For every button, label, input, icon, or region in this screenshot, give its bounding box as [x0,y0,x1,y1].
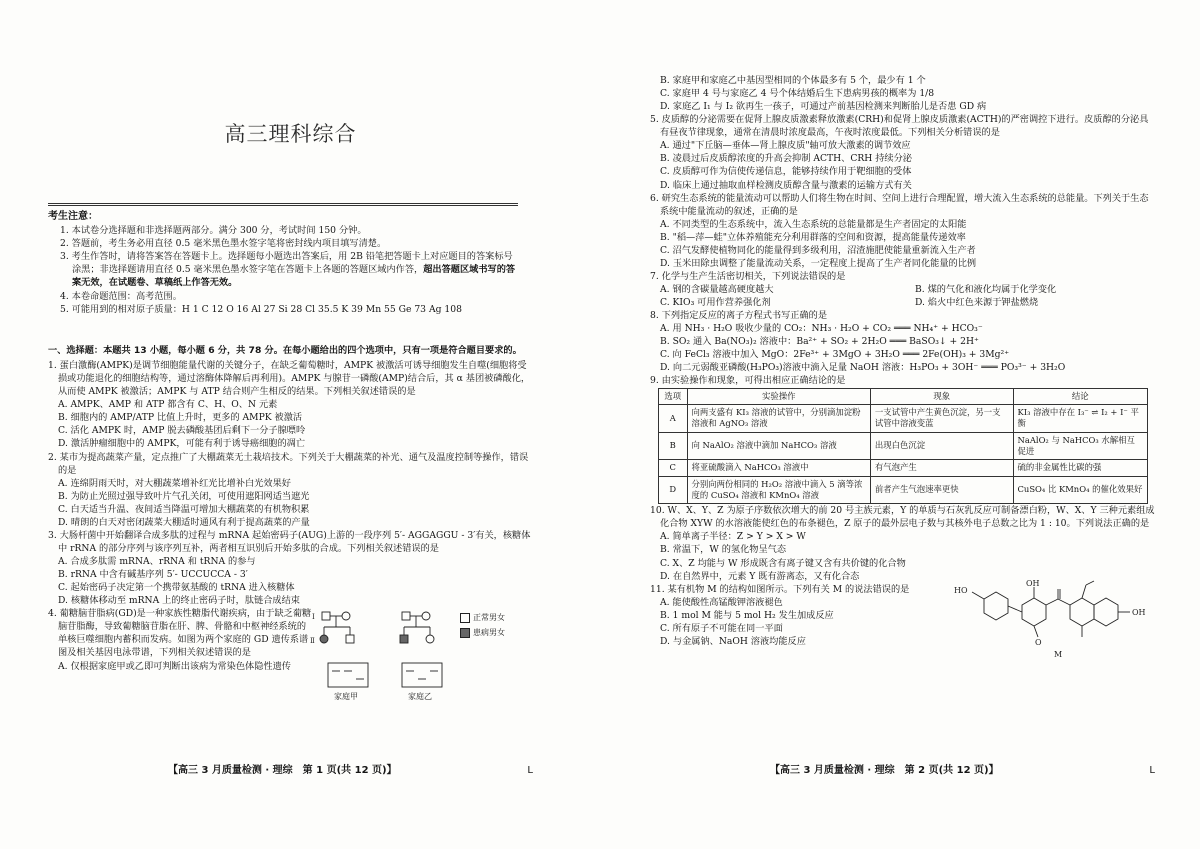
table-cell: 前者产生气泡速率更快 [870,476,1013,504]
option: C. 所有原子不可能在同一平面 [660,622,783,634]
page-title: 高三理科综合 [224,122,357,146]
option: D. 玉米田除虫调整了能量流动关系，一定程度上提高了生产者同化能量的比例 [660,257,977,269]
table-cell: KI₃ 溶液中存在 I₃⁻ ⇌ I₂ + I⁻ 平衡 [1013,404,1147,432]
option: D. 焰火中红色来源于钾盐燃烧 [915,297,1039,309]
table-cell: NaAlO₂ 与 NaHCO₃ 水解相互促进 [1013,432,1147,460]
section-heading: 一、选择题：本题共 13 小题，每小题 6 分，共 78 分。在每小题给出的四个选项中，只有一项是符合题目要求的。 [48,345,522,356]
table-header: 现象 [870,388,1013,404]
right-page [650,0,1155,849]
option: D. 家庭乙 Ⅰ₁ 与 Ⅰ₂ 欲再生一孩子，可通过产前基因检测来判断胎儿是否患 GD 病 [660,101,987,113]
table-cell: 一支试管中产生黄色沉淀，另一支试管中溶液变蓝 [870,404,1013,432]
option: A. 不同类型的生态系统中，流入生态系统的总能量都是生产者固定的太阳能 [660,218,967,230]
option: C. 家庭甲 4 号与家庭乙 4 号个体结婚后生下患病男孩的概率为 1/8 [660,88,935,100]
table-cell: A [659,404,688,432]
option: B. rRNA 中含有碱基序列 5′- UCCUCCA - 3′ [58,569,248,581]
question-11 [650,578,1155,659]
table-header: 实验操作 [687,388,870,404]
question-4-continued [650,74,1155,113]
label-m: M [1054,649,1063,659]
notice-heading: 考生注意： [48,211,98,222]
table-cell: 硫的非金属性比碳的强 [1013,460,1147,476]
table-cell: 出现白色沉淀 [870,432,1013,460]
experiment-table [658,388,1148,505]
questions-left [48,344,533,702]
table-header: 结论 [1013,388,1147,404]
option: A. 连绵阴雨天时，对大棚蔬菜增补红光比增补白光效果好 [58,477,291,489]
question-2 [48,451,533,529]
family-a-label: 家庭甲 [334,692,358,702]
option: B. 家庭甲和家庭乙中基因型相同的个体最多有 5 个，最少有 1 个 [660,75,926,86]
option: C. 皮质醇可作为信使传递信息，能够持续作用于靶细胞的受体 [660,166,912,178]
table-cell: 将亚硫酸滴入 NaHCO₃ 溶液中 [687,460,870,476]
option: B. 细胞内的 AMP/ATP 比值上升时，更多的 AMPK 被激活 [58,412,303,424]
option: C. KIO₃ 可用作营养强化剂 [660,297,771,309]
square-icon [460,613,470,623]
table-row [659,432,1148,460]
option: B. SO₂ 通入 Ba(NO₃)₂ 溶液中：Ba²⁺ + SO₂ + 2H₂O ═══ BaSO₃↓ + 2H⁺ [660,336,979,348]
option: D. 在自然界中，元素 Y 既有游离态，又有化合态 [660,570,860,582]
option: D. 核糖体移动至 mRNA 上的终止密码子时，肽链合成结束 [58,595,300,607]
option-grid [650,283,1155,309]
option: D. 与金属钠、NaOH 溶液均能反应 [660,635,806,647]
option: B. 凌晨过后皮质醇浓度的升高会抑制 ACTH、CRH 持续分泌 [660,153,912,165]
question-stem: 10. W、X、Y、Z 为原子序数依次增大的前 20 号主族元素，Y 的单质与石灰乳反应可制备漂白粉，W、X、Y 三种元素组成化合物 XYW 的水溶液能使红色的布条褪色，Z 原子的最外层电子数与其核外电子总数之比为 1 : 10。下列说法正确的是 [650,505,1155,530]
question-8 [650,309,1155,374]
question-4 [48,607,533,702]
question-stem: 3. 大肠杆菌中开始翻译合成多肽的过程与 mRNA 起始密码子(AUG)上游的一段序列 5′- AGGAGGU - 3′有关，核糖体中 rRNA 的部分序列与该序列互补，两者相互识别后开始多肽的合成。下列相关叙述错误的是 [48,529,531,554]
svg-text:Ⅱ: Ⅱ [310,637,315,646]
footer-page-info: 【高三 3 月质量检测 · 理综 第 1 页(共 12 页)】 [168,765,397,776]
table-header-row [659,388,1148,404]
table-cell: 分别向两份相同的 H₂O₂ 溶液中滴入 5 滴等浓度的 CuSO₄ 溶液和 KMnO₄ 溶液 [687,476,870,504]
table-row [659,404,1148,432]
option: C. 白天适当升温、夜间适当降温可增加大棚蔬菜的有机物积累 [58,503,310,515]
question-10 [650,504,1155,582]
label-ho: HO [954,585,968,595]
table-row [659,460,1148,476]
structure-diagram [950,577,1155,661]
exam-notice [48,210,518,316]
questions-right [650,74,1155,659]
question-1 [48,359,533,450]
svg-text:Ⅰ: Ⅰ [312,613,315,622]
left-page [48,0,533,849]
option: C. 沼气发酵使植物同化的能量得到多级利用，沼渣施肥使能量重新流入生产者 [660,244,976,256]
legend-ill [460,626,505,640]
option: A. 钢的含碳量越高硬度越大 [660,284,774,295]
question-stem: 7. 化学与生产生活密切相关，下列说法错误的是 [650,270,846,282]
table-cell: 有气泡产生 [870,460,1013,476]
option: D. 向二元弱酸亚磷酸(H₃PO₃)溶液中滴入足量 NaOH 溶液：H₃PO₃ + 3OH⁻ ═══ PO₃³⁻ + 3H₂O [660,362,1066,374]
option: C. 活化 AMPK 时，AMP 脱去磷酸基团后剩下一分子腺嘌呤 [58,425,306,437]
table-cell: CuSO₄ 比 KMnO₄ 的催化效果好 [1013,476,1147,504]
legend-ill-label: 患病男女 [473,627,505,637]
question-stem: 2. 某市为提高蔬菜产量，定点推广了大棚蔬菜无土栽培技术。下列关于大棚蔬菜的补光、通气及温度控制等操作，错误的是 [48,451,529,476]
option: B. 1 mol M 能与 5 mol H₂ 发生加成反应 [660,609,834,621]
table-cell: C [659,460,688,476]
question-stem: 4. 葡糖脑苷脂病(GD)是一种家族性糖脂代谢疾病，由于缺乏葡糖脑苷脂酶，导致葡糖脑苷脂在肝、脾、骨骼和中枢神经系统的单核巨噬细胞内蓄积而发病。如图为两个家庭的 GD 遗传系谱图及相关基因电泳带谱，下列相关叙述错误的是 [48,608,312,659]
option: A. 仅根据家庭甲或乙即可判断出该病为常染色体隐性遗传 [58,660,291,672]
option: C. 起始密码子决定第一个携带氨基酸的 tRNA 进入核糖体 [58,582,295,594]
table-header: 选项 [659,388,688,404]
option: B. 煤的气化和液化均属于化学变化 [915,284,1057,295]
notice-item-1: 1. 本试卷分选择题和非选择题两部分。满分 300 分，考试时间 150 分钟。 [60,225,367,237]
option: D. 临床上通过抽取血样检测皮质醇含量与激素的运输方式有关 [660,179,912,191]
option: C. 向 FeCl₃ 溶液中加入 MgO：2Fe³⁺ + 3MgO + 3H₂O ═══ 2Fe(OH)₃ + 3Mg²⁺ [660,349,1010,361]
notice-item-5: 5. 可能用到的相对原子质量：H 1 C 12 O 16 Al 27 Si 28 Cl 35.5 K 39 Mn 55 Ge 73 Ag 108 [60,303,462,315]
question-stem: 1. 蛋白激酶(AMPK)是调节细胞能量代谢的关键分子，在缺乏葡萄糖时，AMPK 被激活可诱导细胞发生自噬(细胞将受损或功能退化的细胞结构等，通过溶酶体降解后再利用)。AMPK 与腺苷一磷酸(AMP)结合后，其 α 基团被磷酸化，从而使 AMPK 被激活；AMPK 与 ATP 结合则产生相反的结果。下列相关叙述错误的是 [48,360,531,398]
option: A. 简单离子半径：Z > Y > X > W [660,531,806,543]
label-o: O [1035,637,1042,647]
table-cell: D [659,476,688,504]
question-7 [650,270,1155,309]
question-stem: 11. 某有机物 M 的结构如图所示。下列有关 M 的说法错误的是 [650,583,910,595]
question-stem: 5. 皮质醇的分泌需要在促肾上腺皮质激素释放激素(CRH)和促肾上腺皮质激素(ACTH)的严密调控下进行。皮质醇的分泌具有昼夜节律现象，通常在清晨时浓度最高，午夜时浓度最低。下列相关分析错误的是 [650,114,1149,139]
option: B. "稻—萍—蛙"立体养殖能充分利用群落的空间和资源，提高能量传递效率 [660,231,966,243]
option: B. 常温下，W 的氢化物呈气态 [660,544,787,556]
label-oh-2: OH [1132,607,1146,617]
option: D. 激活肿瘤细胞中的 AMPK，可能有利于诱导癌细胞的凋亡 [58,438,306,450]
legend-normal-label: 正常男女 [473,613,505,623]
option: A. 用 NH₃ · H₂O 吸收少量的 CO₂：NH₃ · H₂O + CO₂ ═══ NH₄⁺ + HCO₃⁻ [660,323,983,335]
option: A. 能使酸性高锰酸钾溶液褪色 [660,596,783,608]
table-cell: 向 NaAlO₂ 溶液中滴加 NaHCO₃ 溶液 [687,432,870,460]
option: D. 晴朗的白天对密闭蔬菜大棚适时通风有利于提高蔬菜的产量 [58,516,310,528]
table-cell: B [659,432,688,460]
title-rule [48,203,518,206]
question-stem: 6. 研究生态系统的能量流动可以帮助人们将生物在时间、空间上进行合理配置，增大流入生态系统的总能量。下列关于生态系统中能量流动的叙述，正确的是 [650,192,1149,217]
pedigree-legend [460,611,505,640]
footer-mark: L [527,765,533,776]
filled-square-icon [460,628,470,638]
question-3 [48,529,533,607]
pedigree-figure [310,609,532,704]
question-6 [650,192,1155,270]
table-cell: 向两支盛有 KI₃ 溶液的试管中，分别滴加淀粉溶液和 AgNO₃ 溶液 [687,404,870,432]
option: A. 通过"下丘脑—垂体—肾上腺皮质"轴可放大激素的调节效应 [660,140,911,152]
notice-item-3-bold: 超出答题区域书写的答案无效，在试题卷、草稿纸上作答无效。 [72,264,516,289]
notice-item-4: 4. 本卷命题范围：高考范围。 [60,290,182,302]
option: A. 合成多肽需 mRNA、rRNA 和 tRNA 的参与 [58,556,256,567]
notice-item-2: 2. 答题前，考生务必用直径 0.5 毫米黑色墨水签字笔将密封线内项目填写清楚。 [60,238,387,250]
notice-item-3-text: 3. 考生作答时，请将答案答在答题卡上。选择题每小题选出答案后，用 2B 铅笔把答题卡上对应题目的答案标号涂黑；非选择题请用直径 0.5 毫米黑色墨水签字笔在答题卡上各题的答题区域内作答， [60,251,513,276]
notice-item-3 [48,250,518,289]
option: B. 为防止光照过强导致叶片气孔关闭，可使用遮阳网适当遮光 [58,490,310,502]
legend-normal [460,611,505,625]
footer-page-info: 【高三 3 月质量检测 · 理综 第 2 页(共 12 页)】 [770,765,999,776]
option: A. AMPK、AMP 和 ATP 都含有 C、H、O、N 元素 [58,399,278,411]
option: C. X、Z 均能与 W 形成既含有离子键又含有共价键的化合物 [660,557,906,569]
label-oh-1: OH [1026,578,1040,588]
family-b-label: 家庭乙 [408,692,432,702]
question-5 [650,113,1155,191]
question-stem: 8. 下列指定反应的离子方程式书写正确的是 [650,310,828,322]
molecule-structure [950,577,1155,661]
question-9 [650,374,1155,504]
table-row [659,476,1148,504]
question-stem: 9. 由实验操作和现象，可得出相应正确结论的是 [650,375,846,387]
footer-mark: L [1149,765,1155,776]
